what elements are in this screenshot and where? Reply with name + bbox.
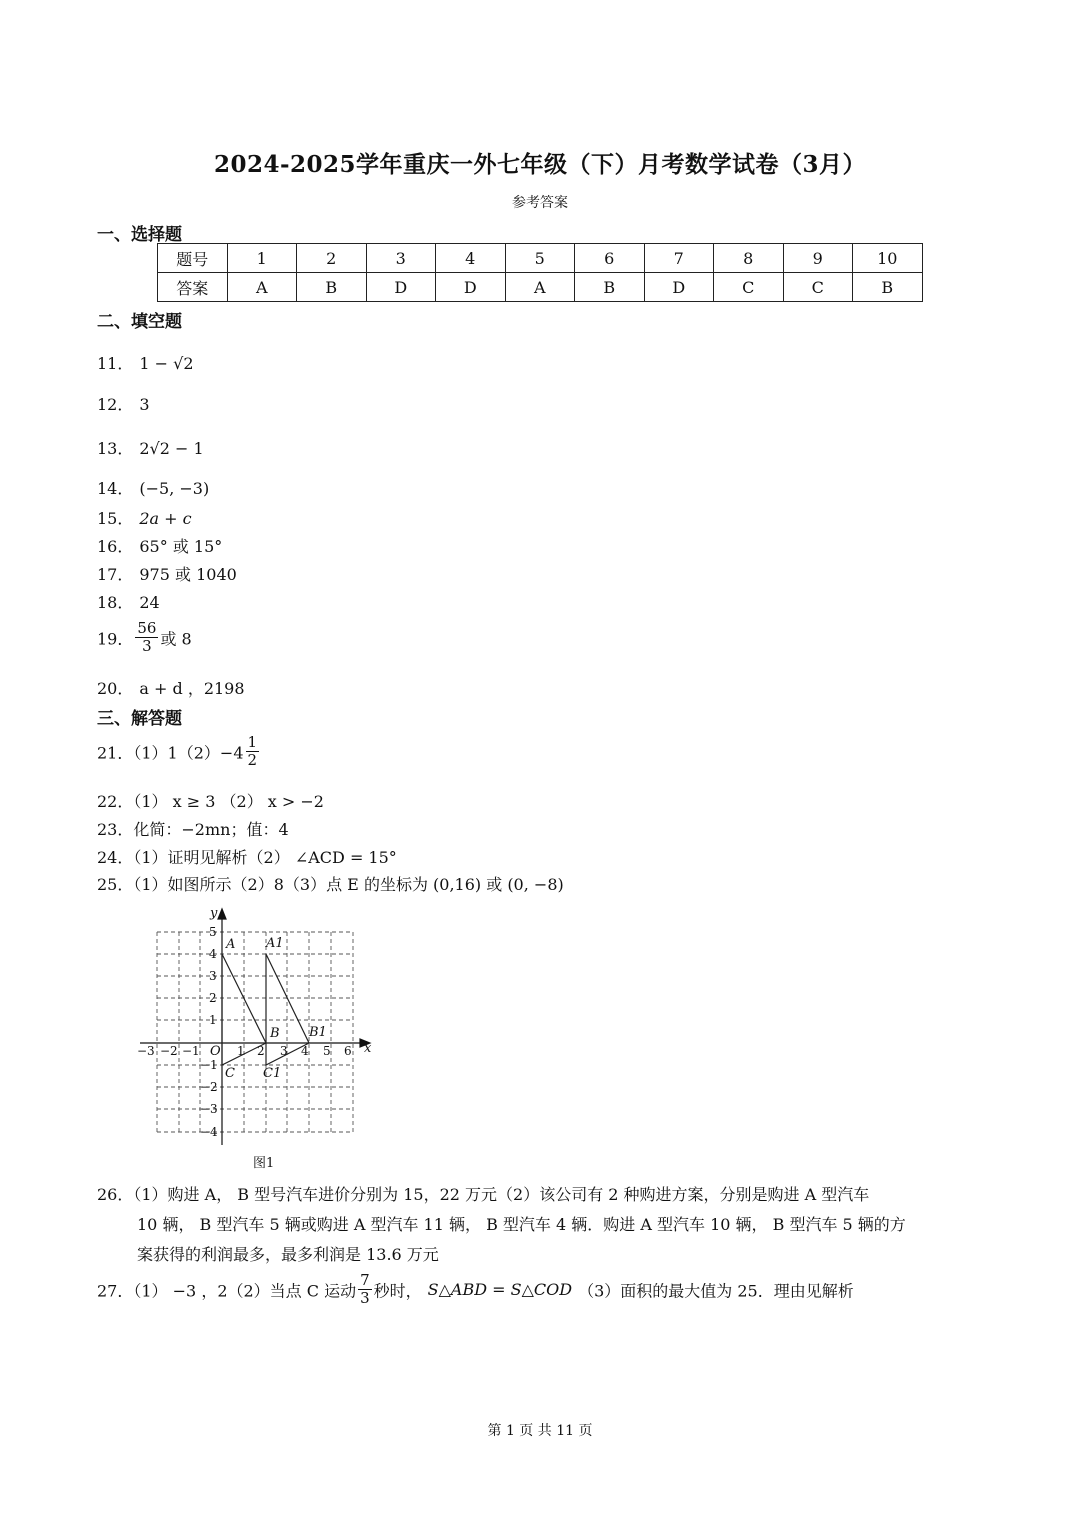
fraction-denominator: 2 [247,751,258,770]
answer-26 [97,1180,997,1270]
y-tick-label: 4 [209,947,217,961]
answer-number: 19． [97,629,134,649]
fraction-numerator: 1 [247,733,258,751]
answer-text: （1） −3 ，2（2）当点 C 运动 [133,1281,357,1301]
fraction-numerator: 7 [360,1271,370,1289]
answer-text: a + d ，2198 [139,679,245,698]
section-solve-heading: 三、解答题 [97,709,182,729]
answer-number: 18． [97,593,134,612]
answer-text: 案获得的利润最多，最多利润是 13.6 万元 [137,1245,439,1264]
y-tick-label: −2 [200,1080,218,1094]
x-tick-label: 3 [280,1044,288,1058]
point-label-b: B [270,1026,280,1041]
x-tick-label: 1 [237,1044,245,1058]
answer-number: 17． [97,565,134,584]
answer-text: （1）如图所示（2）8（3）点 E 的坐标为 (0,16) 或 (0, −8) [133,875,564,894]
answer-number: 16． [97,537,134,556]
y-axis-arrow-icon [218,909,226,919]
table-cell: A [227,273,297,302]
table-cell: D [366,273,436,302]
answer-number: 11． [97,354,134,373]
x-tick-label: 2 [257,1044,265,1058]
table-cell: B [853,273,923,302]
area-equation: S△ABD = S△COD [427,1280,573,1300]
triangles [222,954,309,1065]
table-row-label: 答案 [158,273,228,302]
x-tick-label: 6 [344,1044,352,1058]
answer-text: 975 或 1040 [139,565,237,584]
point-label-b1: B1 [309,1025,327,1040]
table-cell: 10 [853,244,923,273]
answer-text: 65° 或 15° [139,537,223,556]
fraction [358,1272,372,1308]
answer-text: （1）购进 A， B 型号汽车进价分别为 15，22 万元（2）该公司有 2 种购进方案，分别是购进 A 型汽车 [133,1185,870,1204]
answer-number: 21． [97,743,134,763]
point-label-c1: C1 [263,1066,282,1081]
page-footer: 第 1 页 共 11 页 [487,1423,593,1439]
fraction-denominator: 3 [360,1289,370,1308]
x-tick-label: 5 [323,1044,331,1058]
table-cell: A [505,273,575,302]
answer-number: 12． [97,395,134,414]
table-cell: 8 [714,244,784,273]
table-cell: 2 [297,244,367,273]
answer-text: 或 8 [160,629,192,649]
answer-27 [97,1272,854,1308]
table-cell: B [575,273,645,302]
answer-number: 24． [97,848,134,867]
answer-text: 化简：−2mn；值：4 [133,820,289,839]
table-cell: C [783,273,853,302]
answer-text: (−5, −3) [139,479,210,498]
answer-text: 秒时， [373,1281,422,1301]
answer-text: 3 [139,395,150,414]
y-tick-label: 1 [209,1013,217,1027]
answer-number: 25． [97,875,134,894]
answer-number: 15． [97,509,134,528]
answer-text: （1）证明见解析（2） ∠ACD = 15° [133,848,397,867]
x-tick-label: −3 [137,1044,155,1058]
answer-number: 14． [97,479,134,498]
answer-number: 20． [97,679,134,698]
origin-label: O [210,1044,221,1059]
point-label-a1: A1 [266,936,284,951]
answer-text: 2a + c [139,509,192,528]
table-cell: 3 [366,244,436,273]
page-title: 2024-2025学年重庆一外七年级（下）月考数学试卷（3月） [213,151,867,178]
answer-number: 27． [97,1281,134,1301]
answer-text: 1 − √2 [139,354,194,373]
table-cell: 1 [227,244,297,273]
x-tick-label: 4 [301,1044,309,1058]
answer-text: （1）1（2）−4 [133,743,244,763]
section-fill-heading: 二、填空题 [97,312,182,332]
y-axis-label: y [210,906,218,921]
point-label-c: C [225,1066,235,1081]
x-tick-label: −1 [182,1044,200,1058]
answer-number: 22． [97,792,134,811]
table-cell: 5 [505,244,575,273]
table-cell: D [436,273,506,302]
section-choice-heading: 一、选择题 [97,225,182,245]
figure-caption: 图1 [253,1156,275,1171]
axes [140,909,370,1145]
page-subtitle: 参考答案 [512,195,568,211]
table-cell: D [644,273,714,302]
y-tick-label: −3 [200,1102,218,1116]
answer-text: 24 [139,593,160,612]
y-tick-label: 3 [209,969,217,983]
y-tick-label: −1 [200,1058,218,1072]
answer-number: 26． [97,1185,134,1204]
y-tick-label: 2 [209,991,217,1005]
table-cell: 4 [436,244,506,273]
table-cell: B [297,273,367,302]
table-cell: 6 [575,244,645,273]
table-cell: C [714,273,784,302]
x-axis-label: x [364,1041,372,1056]
y-tick-label: −4 [200,1125,218,1139]
table-row-label: 题号 [158,244,228,273]
answer-text: 2√2 − 1 [139,439,204,458]
answer-number: 13． [97,439,134,458]
y-tick-label: 5 [209,925,217,939]
answer-text: 10 辆， B 型汽车 5 辆或购进 A 型汽车 11 辆， B 型汽车 4 辆．购进 A 型汽车 10 辆， B 型汽车 5 辆的方 [137,1215,906,1234]
fraction-denominator: 3 [142,637,152,656]
answer-number: 23． [97,820,134,839]
table-cell: 7 [644,244,714,273]
table-cell: 9 [783,244,853,273]
answer-text: （3）面积的最大值为 25．理由见解析 [578,1281,854,1301]
point-label-a: A [226,937,236,952]
x-tick-label: −2 [160,1044,178,1058]
answer-text: （1） x ≥ 3 （2） x > −2 [133,792,324,811]
fraction-numerator: 56 [137,619,157,637]
